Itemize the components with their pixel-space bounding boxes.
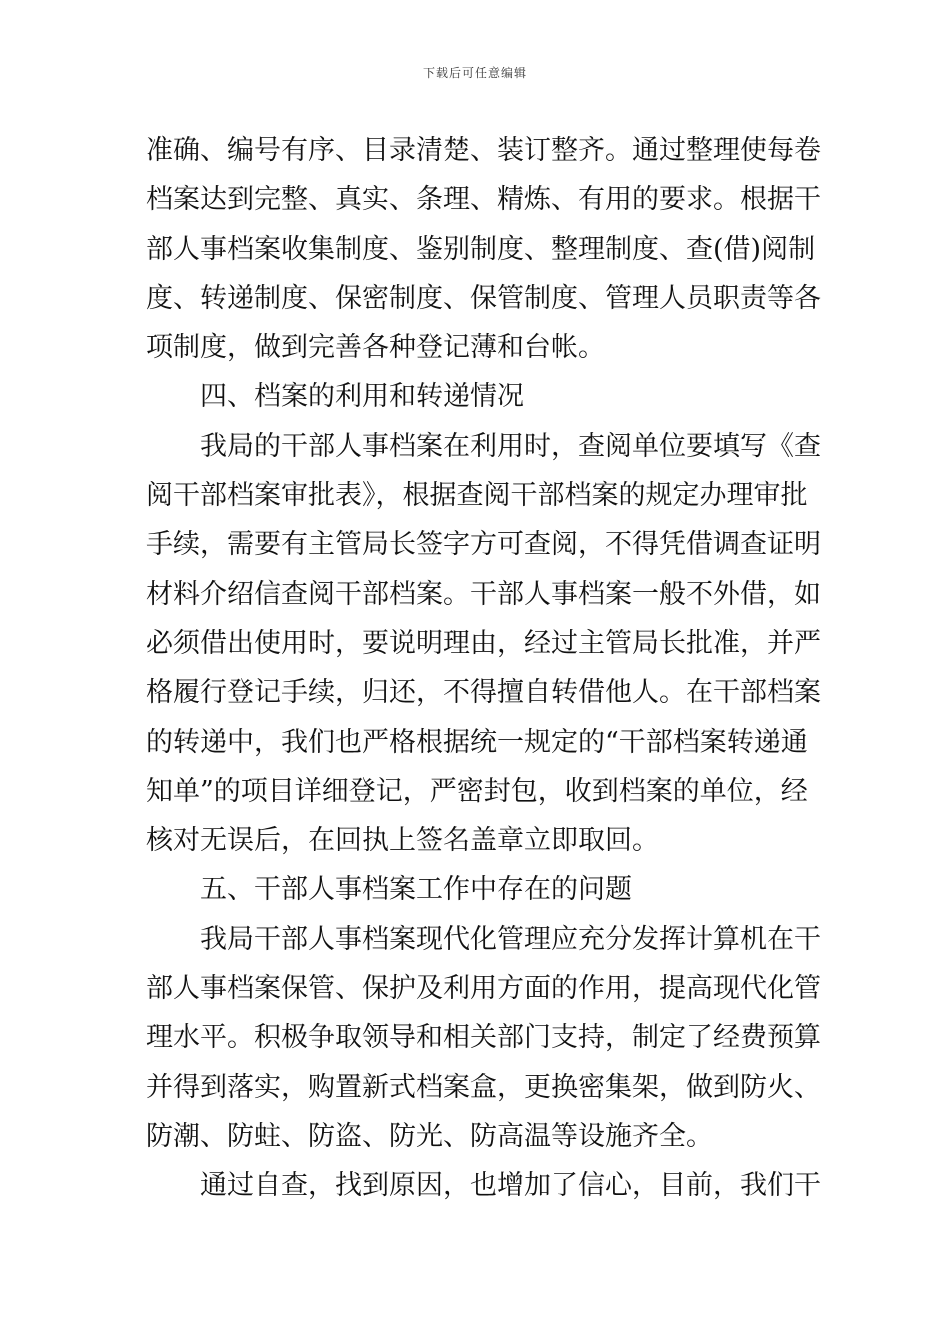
text-line: 并得到落实，购置新式档案盒，更换密集架，做到防火、 [146,1071,821,1103]
text-line: 的转递中，我们也严格根据统一规定的“干部档案转递通 [146,726,808,758]
text-line: 手续，需要有主管局长签字方可查阅，不得凭借调查证明 [146,529,821,561]
section-heading: 四、档案的利用和转递情况 [200,381,524,413]
text-line: 档案达到完整、真实、条理、精炼、有用的要求。根据干 [146,184,821,216]
text-line: 知单”的项目详细登记，严密封包，收到档案的单位，经 [146,775,808,807]
text-line: 部人事档案保管、保护及利用方面的作用，提高现代化管 [146,973,821,1005]
document-body [146,126,821,1211]
section-heading: 五、干部人事档案工作中存在的问题 [200,874,632,906]
text-line: 必须借出使用时，要说明理由，经过主管局长批准，并严 [146,627,821,659]
text-line: 项制度，做到完善各种登记薄和台帐。 [146,332,605,364]
text-line: 格履行登记手续，归还，不得擅自转借他人。在干部档案 [146,677,821,709]
text-line: 阅干部档案审批表》，根据查阅干部档案的规定办理审批 [146,480,808,512]
text-line: 通过自查，找到原因，也增加了信心，目前，我们干 [200,1170,821,1202]
text-line: 度、转递制度、保密制度、保管制度、管理人员职责等各 [146,282,821,314]
text-line: 理水平。积极争取领导和相关部门支持，制定了经费预算 [146,1022,821,1054]
text-line: 准确、编号有序、目录清楚、装订整齐。通过整理使每卷 [146,135,821,166]
text-line: 核对无误后，在回执上签名盖章立即取回。 [146,825,659,857]
page-header: 下载后可任意编辑 [422,66,527,80]
text-line: 我局干部人事档案现代化管理应充分发挥计算机在干 [200,923,821,955]
text-line: 材料介绍信查阅干部档案。干部人事档案一般不外借，如 [146,578,821,610]
text-line: 防潮、防蛀、防盗、防光、防高温等设施齐全。 [146,1120,713,1152]
text-line: 部人事档案收集制度、鉴别制度、整理制度、查(借)阅制 [146,233,816,265]
text-line: 我局的干部人事档案在利用时，查阅单位要填写《查 [200,430,821,462]
